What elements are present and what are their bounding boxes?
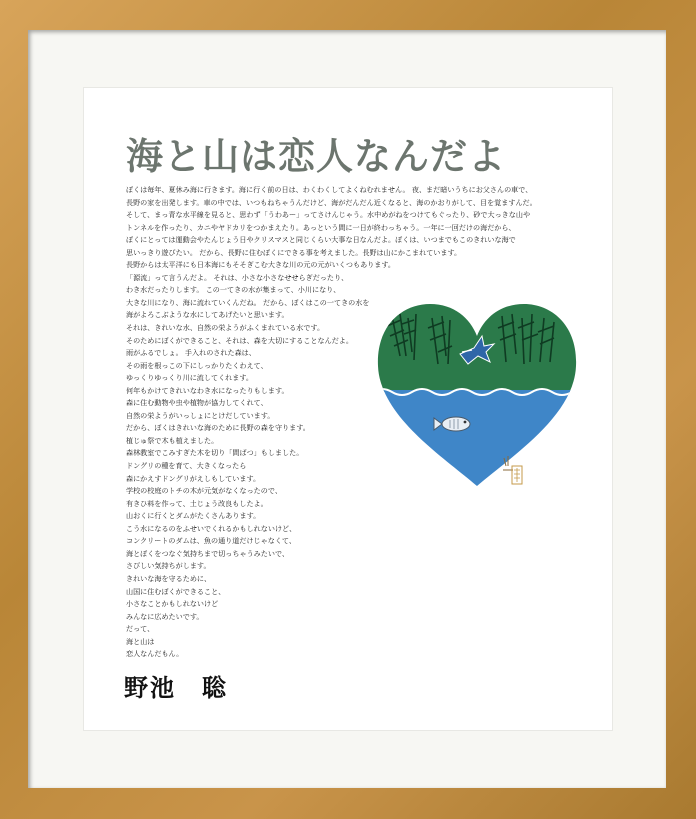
poem-line: 有きひ料を作って、土じょう改良もしたよ。 (126, 498, 268, 508)
sea-area (372, 390, 582, 496)
poem-line: トンネルを作ったり、カニやヤドカリをつかまえたり。あっという間に一日が終わっちゃう。一年に一回だけの海だから、 (126, 222, 516, 232)
poem-line: こう水になるのをふせいでくれるかもしれないけど、 (126, 523, 297, 533)
poem-line: 小さなことかもしれないけど (126, 599, 219, 609)
poem-line: さびしい気持ちがします。 (126, 561, 211, 571)
poem-line: 「源流」って言うんだよ。 それは、小さな小さなせせらぎだったり、 (126, 272, 349, 282)
poem-line: だって、 (126, 624, 155, 634)
poem-line: 思いっきり遊びたい。 だから、長野に住むぼくにできる事を考えました。長野は山にかこまれています。 (126, 247, 462, 257)
poem-line: その雨を根っこの下にしっかりたくわえて、 (126, 360, 268, 370)
poem-line: ぼくにとっては運動会やたんじょう日やクリスマスと同じくらい大事な日なんだよ。ぼくは、いつまでもこのきれいな海で (126, 235, 516, 245)
poem-line: 大きな川になり、海に流れていくんだね。 だから、ぼくはこの一てきの水を (126, 297, 370, 307)
author-name: 野池 聡 (124, 674, 228, 702)
poem-line: 何年もかけてきれいなわき水になったりもします。 (126, 385, 289, 395)
poem-line: 森にかえすドングリがえしもしています。 (126, 473, 261, 483)
poem-line: 海とぼくをつなぐ気持ちまで切っちゃうみたいで、 (126, 548, 290, 558)
poem-line: ぼくは毎年、夏休み海に行きます。海に行く前の日は、わくわくしてよくねむれません。 夜、まだ暗いうちにお父さんの車で、 (126, 185, 533, 194)
poem-line: だから、ぼくはきれいな海のために長野の森を守ります。 (126, 423, 310, 433)
poem-line: 植じゅ祭で木も植えました。 (126, 435, 219, 445)
poem-line: 雨がふるでしょ。 手入れのされた森は、 (126, 348, 256, 358)
poem-line: 海と山は (126, 636, 155, 646)
poem-line: コンクリートのダムは、魚の通り道だけじゃなくて、 (126, 536, 296, 546)
poem-line: きれいな海を守るために、 (126, 573, 212, 583)
poem-line: わき水だったりします。 この一てきの水が集まって、小川になり、 (126, 285, 341, 295)
poem-line: ドングリの種を育て、大きくなったら (126, 461, 247, 471)
poem-line: 長野の家を出発します。車の中では、いつもねちゃうんだけど、海がだんだん近くなると、海のかおりがして、目を覚ますんだ。 (126, 197, 537, 207)
poem-line: 山国に住むぼくができること、 (126, 586, 226, 596)
poem-line: ゆっくりゆっくり川に流してくれます。 (126, 373, 253, 383)
artist-seal-icon (500, 452, 530, 492)
poem-line: そして、まっ青な水平線を見ると、思わず「うわあー」ってさけんじゃう。水中めがねをつけてもぐったり、砂で大っきな山や (126, 210, 531, 220)
poem-line: 恋人なんだもん。 (126, 649, 184, 659)
poem-line: 自然の栄ようがいっしょにとけだしています。 (126, 410, 275, 420)
poem-title: 海と山は恋人なんだよ (126, 135, 506, 178)
heart-illustration (372, 296, 582, 496)
poem-line: 長野からは太平洋にも日本海にもそそぎこむ大きな川の元の元がいくつもあります。 (126, 260, 395, 270)
poem-line: みんなに広めたいです。 (126, 611, 204, 621)
poem-line: それは、きれいな水、自然の栄ようがふくまれている水です。 (126, 323, 325, 333)
poem-line: 海がよろこぶような水にしてあげたいと思います。 (126, 310, 289, 320)
poem-line: 森林教室でこみすぎた木を切り「間ばつ」もしました。 (126, 448, 304, 458)
poem-line: そのためにぼくができること、それは、森を大切にすることなんだよ。 (126, 335, 353, 345)
poem-line: 森に住む動物や虫や植物が協力してくれて、 (126, 398, 268, 408)
poem-line: 学校の校庭のトチの木が元気がなくなったので、 (126, 486, 282, 496)
poem-line: 山おくに行くとダムがたくさんあります。 (126, 511, 261, 521)
